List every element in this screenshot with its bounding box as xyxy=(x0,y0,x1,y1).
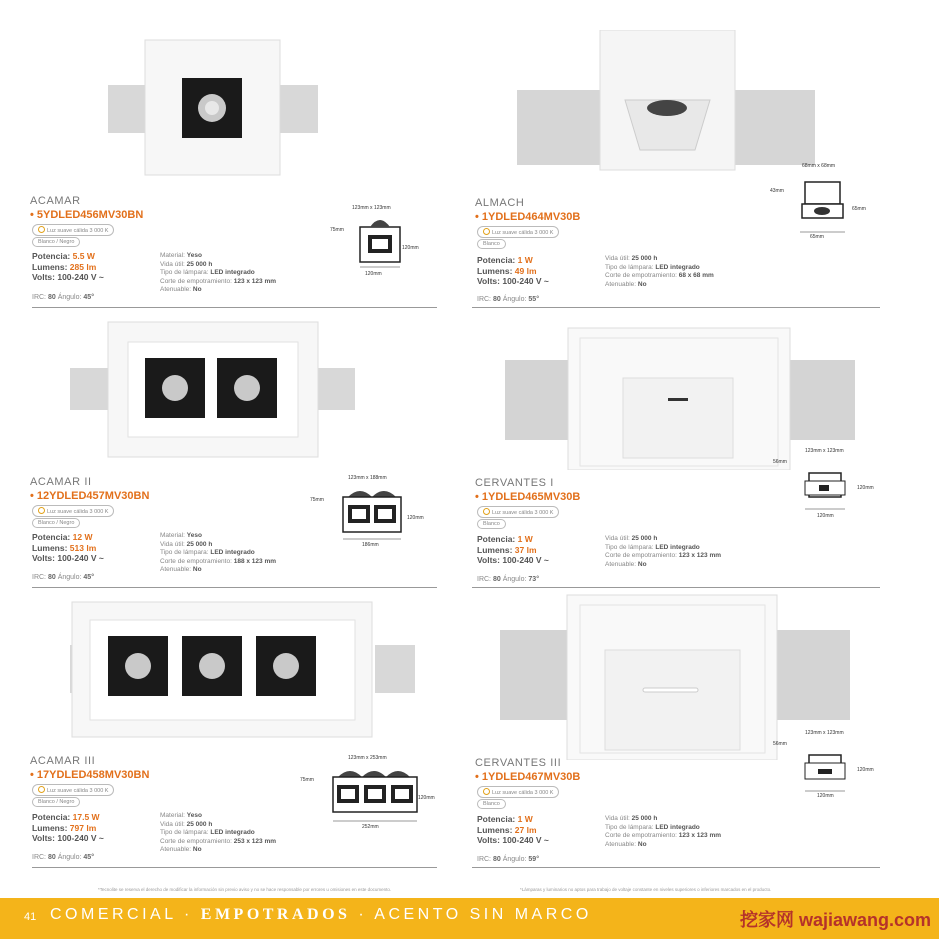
product-code: • 12YDLED457MV30BN xyxy=(30,490,150,502)
product-name: ACAMAR xyxy=(30,195,81,207)
divider xyxy=(32,307,437,308)
product-code: • 17YDLED458MV30BN xyxy=(30,769,150,781)
dimension-diagram: 123mm x 123mm 56mm 120mm 120mm xyxy=(773,730,874,799)
product-name: ACAMAR II xyxy=(30,476,92,488)
product-acamar-ii xyxy=(30,310,437,581)
product-name: ALMACH xyxy=(475,197,525,209)
product-cervantes-i xyxy=(475,310,882,583)
divider xyxy=(32,587,437,588)
product-code: • 1YDLED467MV30B xyxy=(475,771,581,783)
product-photo xyxy=(100,30,350,180)
main-specs: Potencia: 1 W Lumens: 37 lm Volts: 100-240 V ~ xyxy=(477,534,549,565)
luminaire-illustration xyxy=(70,310,360,460)
product-photo xyxy=(70,590,420,740)
footer-section-title: COMERCIAL · EMPOTRADOS · ACENTO SIN MARCO xyxy=(50,906,592,923)
irc-angle: IRC: 80 Ángulo: 55° xyxy=(477,296,539,303)
secondary-specs: Vida útil: 25 000 h Tipo de lámpara: LED integrado Corte de empotramiento: 123 x 123 mm Atenuable: No xyxy=(605,815,722,848)
product-acamar xyxy=(30,30,437,301)
page-number: 41 xyxy=(24,911,37,923)
irc-angle: IRC: 80 Ángulo: 59° xyxy=(477,856,539,863)
divider xyxy=(472,587,880,588)
finish-badge: Blanco xyxy=(477,799,506,809)
irc-angle: IRC: 80 Ángulo: 45° xyxy=(32,294,94,301)
dimension-diagram: 123mm x 123mm 75mm 120mm 120mm xyxy=(330,205,419,277)
product-photo xyxy=(70,310,360,460)
product-name: CERVANTES III xyxy=(475,757,562,769)
product-almach xyxy=(475,30,882,303)
footnote-right: *Lámparas y luminarios no aptos para trabajo de voltaje constante en niveles superiores o inferiores marcados en el producto. xyxy=(520,887,772,892)
product-name: CERVANTES I xyxy=(475,477,554,489)
secondary-specs: Material: Yeso Vida útil: 25 000 h Tipo de lámpara: LED integrado Corte de empotramiento: 188 x 123 mm Atenuable: No xyxy=(160,532,277,573)
light-badge: Luz suave cálida 3 000 K xyxy=(32,784,114,796)
light-badge: Luz suave cálida 3 000 K xyxy=(477,226,559,238)
finish-badge: Blanco xyxy=(477,239,506,249)
product-code: • 5YDLED456MV30BN xyxy=(30,209,144,221)
luminaire-illustration xyxy=(70,590,420,740)
product-cervantes-iii xyxy=(475,590,882,863)
page-footer xyxy=(0,898,939,939)
product-code: • 1YDLED465MV30B xyxy=(475,491,581,503)
irc-angle: IRC: 80 Ángulo: 45° xyxy=(32,574,94,581)
footnote-left: *Tecnolite se reserva el derecho de modificar la información sin previo aviso y no se hace responsable por errores u omisiones en este documento. xyxy=(98,887,392,892)
finish-badge: Blanco xyxy=(477,519,506,529)
main-specs: Potencia: 1 W Lumens: 27 lm Volts: 100-240 V ~ xyxy=(477,814,549,845)
dimension-diagram: 123mm x 253mm 75mm 120mm 252mm xyxy=(300,755,435,830)
product-photo xyxy=(515,30,815,180)
irc-angle: IRC: 80 Ángulo: 45° xyxy=(32,854,94,861)
light-badge: Luz suave cálida 3 000 K xyxy=(32,224,114,236)
finish-badge: Blanco / Negro xyxy=(32,237,80,247)
light-badge: Luz suave cálida 3 000 K xyxy=(32,505,114,517)
divider xyxy=(32,867,437,868)
finish-badge: Blanco / Negro xyxy=(32,797,80,807)
finish-badge: Blanco / Negro xyxy=(32,518,80,528)
luminaire-illustration xyxy=(100,30,350,180)
luminaire-illustration xyxy=(515,30,815,180)
secondary-specs: Vida útil: 25 000 h Tipo de lámpara: LED integrado Corte de empotramiento: 68 x 68 mm Atenuable: No xyxy=(605,255,714,288)
dimension-diagram: 123mm x 123mm 56mm 120mm 120mm xyxy=(773,448,874,519)
irc-angle: IRC: 80 Ángulo: 73° xyxy=(477,576,539,583)
dimension-diagram: 123mm x 188mm 75mm 120mm 186mm xyxy=(310,475,424,548)
watermark: 挖家网 wajiawang.com xyxy=(739,910,931,930)
secondary-specs: Material: Yeso Vida útil: 25 000 h Tipo de lámpara: LED integrado Corte de empotramiento: 123 x 123 mm Atenuable: No xyxy=(160,252,277,293)
main-specs: Potencia: 17.5 W Lumens: 797 lm Volts: 100-240 V ~ xyxy=(32,812,104,843)
product-acamar-iii xyxy=(30,590,437,861)
divider xyxy=(472,307,880,308)
secondary-specs: Material: Yeso Vida útil: 25 000 h Tipo de lámpara: LED integrado Corte de empotramiento: 253 x 123 mm Atenuable: No xyxy=(160,812,277,853)
secondary-specs: Vida útil: 25 000 h Tipo de lámpara: LED integrado Corte de empotramiento: 123 x 123 mm Atenuable: No xyxy=(605,535,722,568)
dimension-diagram: 68mm x 68mm 43mm 65mm 65mm xyxy=(770,163,866,240)
product-code: • 1YDLED464MV30B xyxy=(475,211,581,223)
main-specs: Potencia: 12 W Lumens: 513 lm Volts: 100-240 V ~ xyxy=(32,532,104,563)
product-name: ACAMAR III xyxy=(30,755,96,767)
divider xyxy=(472,867,880,868)
light-badge: Luz suave cálida 3 000 K xyxy=(477,786,559,798)
main-specs: Potencia: 5.5 W Lumens: 285 lm Volts: 100-240 V ~ xyxy=(32,251,104,282)
main-specs: Potencia: 1 W Lumens: 49 lm Volts: 100-240 V ~ xyxy=(477,255,549,286)
light-badge: Luz suave cálida 3 000 K xyxy=(477,506,559,518)
